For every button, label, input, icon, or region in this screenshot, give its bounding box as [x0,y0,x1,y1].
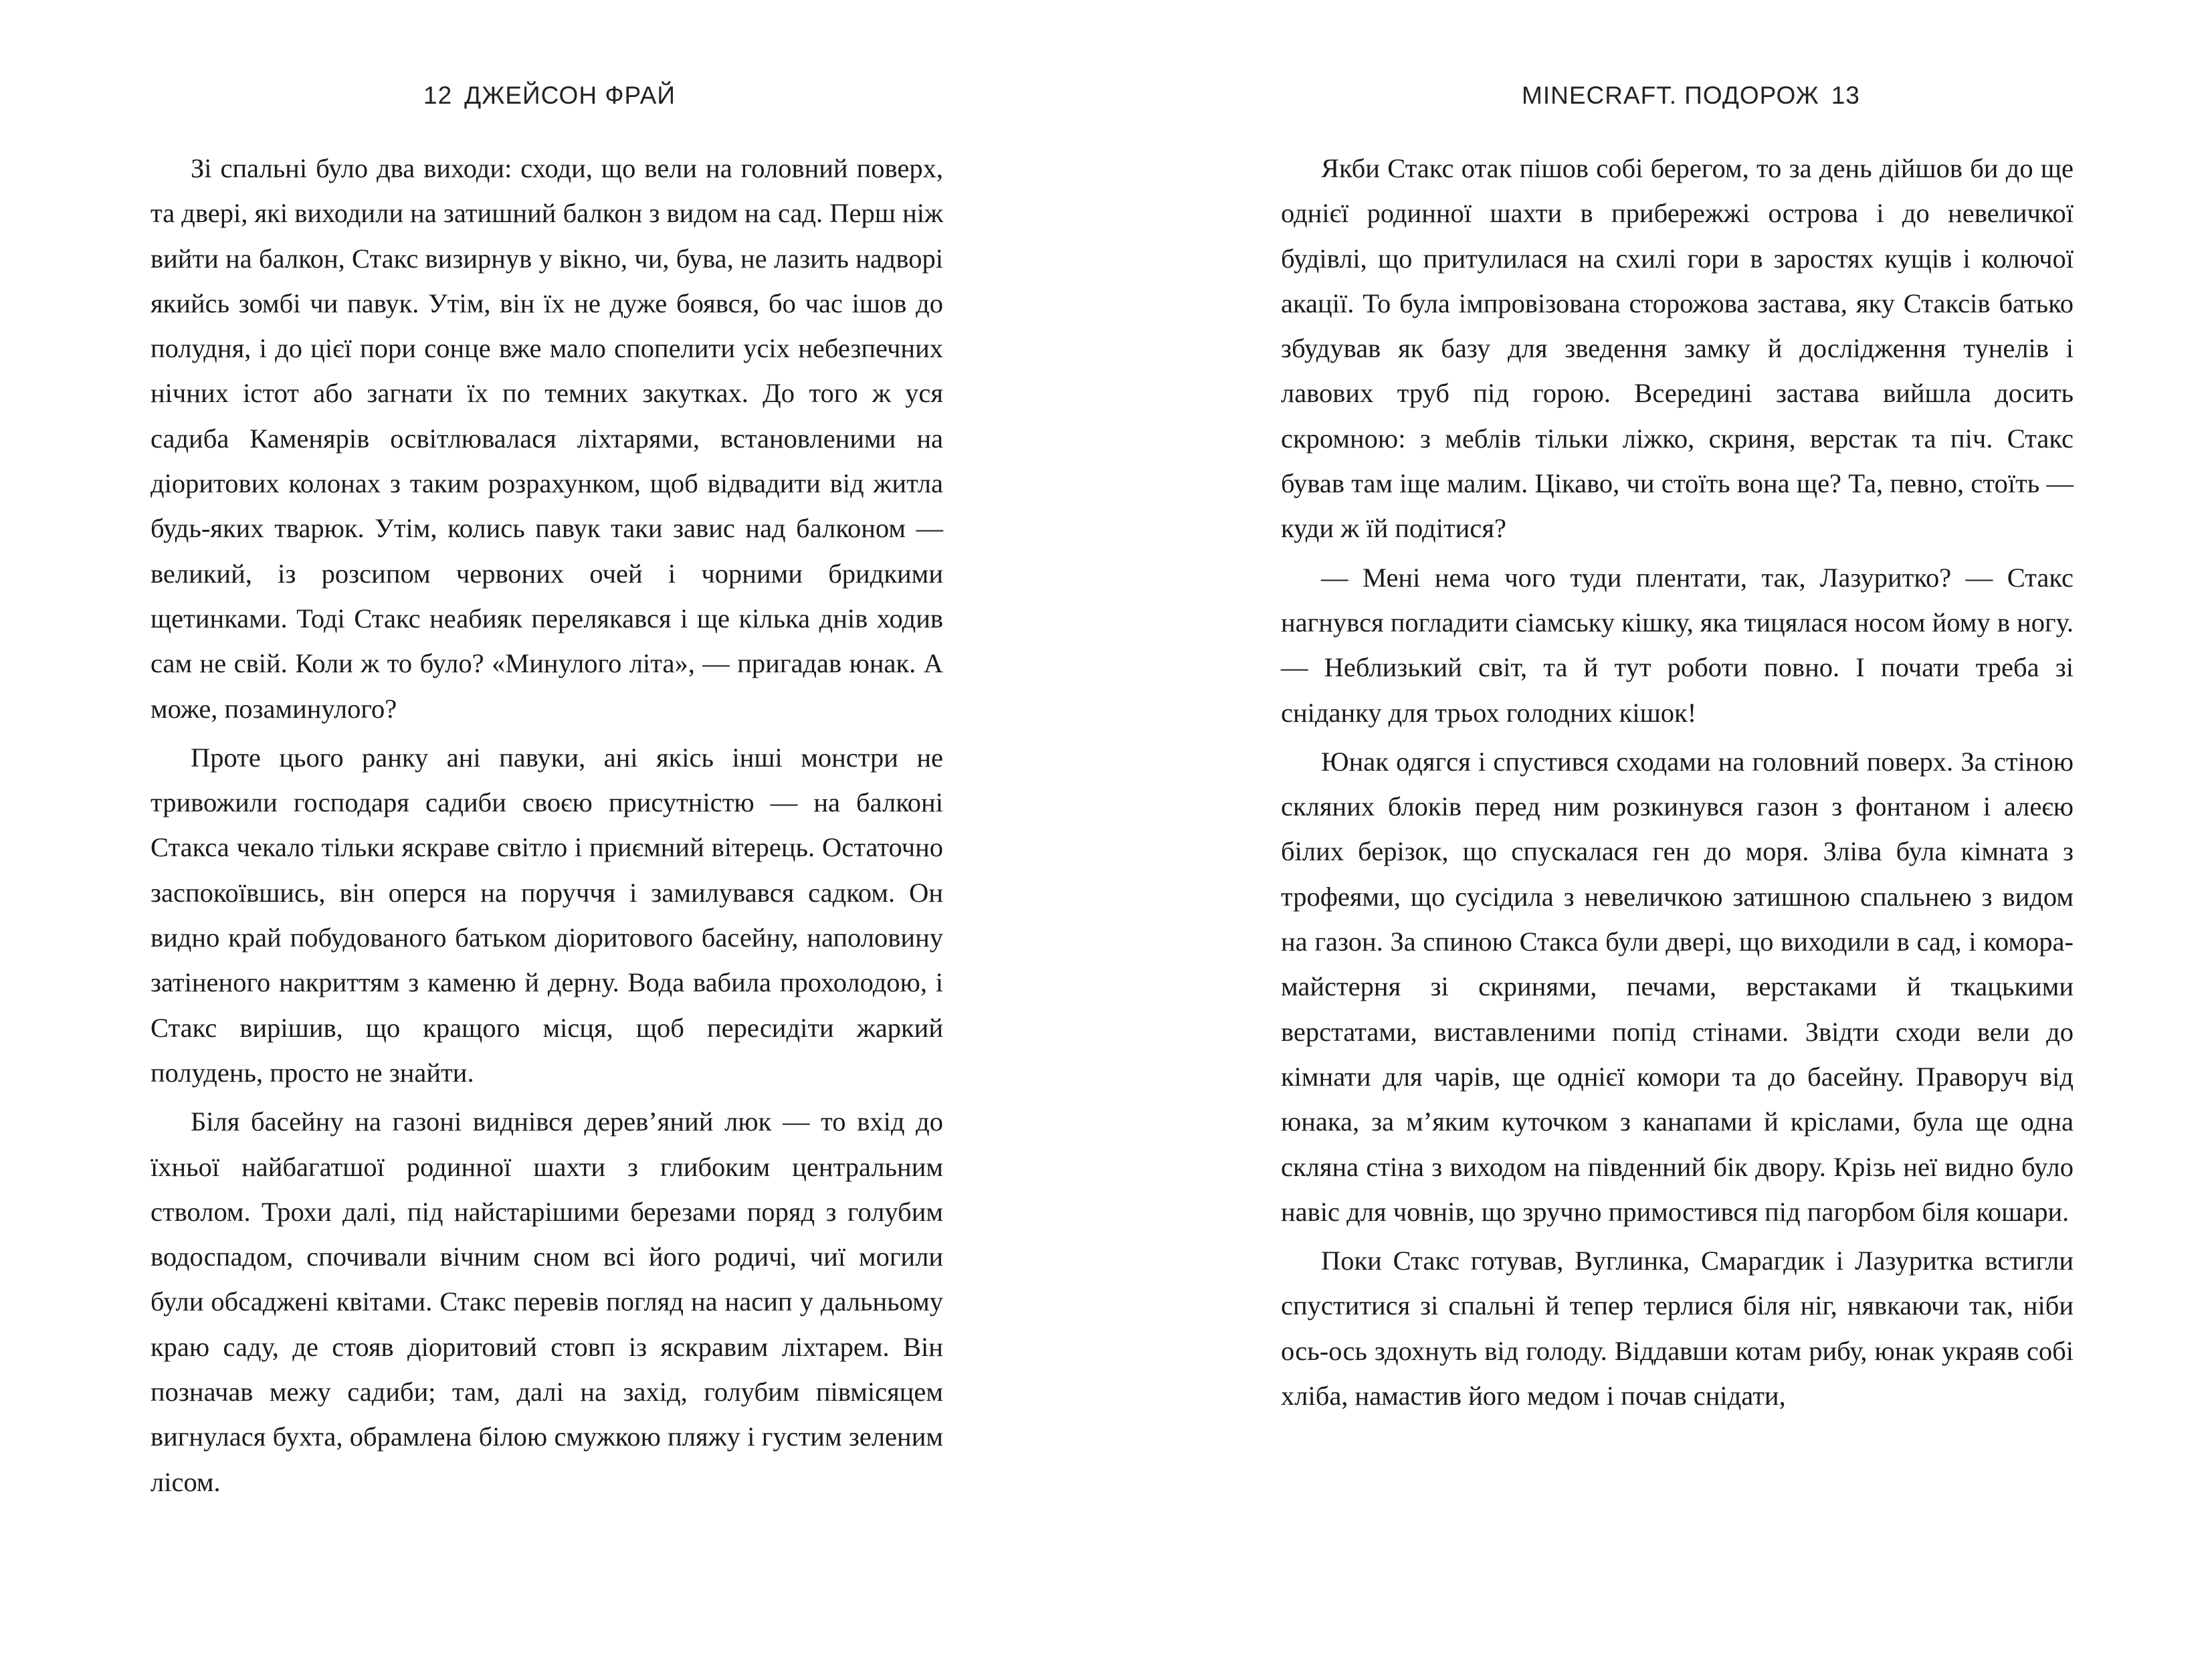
paragraph: Біля басейну на газоні виднівся дерев’яний люк — то вхід до їхньої найбагатшої родинної шахти з глибоким центральним стволом. Трохи далі, під найстарішими березами поряд з голубим водоспадом, спочивали вічним сном всі його родичі, чиї могили були обсаджені квітами. Стакс перевів погляд на насип у дальньому краю саду, де стояв діоритовий стовп із яскравим ліхтарем. Він позначав межу садиби; там, далі на захід, голубим півмісяцем вигнулася бухта, обрамлена білою смужкою пляжу і густим зеленим лісом. [150,1106,943,1497]
page-number: 13 [1831,82,1860,109]
paragraph: Юнак одягся і спустився сходами на головний поверх. За стіною скляних блоків перед ним розкинувся газон з фонтаном і алеєю білих берізок, що спускалася ген до моря. Зліва була кімната з трофеями, що сусідила з невеличкою затишною спальнею з видом на газон. За спиною Стакса були двері, що виходили в сад, і комора-майстерня зі скринями, печами, верстаками й ткацькими верстатами, виставленими попід стінами. Звідти сходи вели до кімнати для чарів, ще однієї комори та до басейну. Праворуч від юнака, за м’яким куточком з канапами й кріслами, була ще одна скляна стіна з виходом на південний бік двору. Крізь неї видно було навіс для човнів, що зручно примостився під пагорбом біля кошари. [1281,746,2074,1227]
running-head-left [411,82,676,110]
left-page [150,0,943,1659]
paragraph: — Мені нема чого туди плентати, так, Лазуритко? — Стакс нагнувся погладити сіамську кішку, яка тицялася носом йому в ногу. — Неблизький світ, та й тут роботи повно. І почати треба зі сніданку для трьох голодних кішок! [1281,562,2074,728]
paragraph: Проте цього ранку ані павуки, ані якісь інші монстри не тривожили господаря садиби своєю присутністю — на балконі Стакса чекало тільки яскраве світло і приємний вітерець. Остаточно заспокоївшись, він оперся на поруччя і замилувався садком. Он видно край побудованого батьком діоритового басейну, наполовину затіненого накриттям з каменю й дерну. Вода вабила прохолодою, і Стакс вирішив, що кращого місця, щоб пересидіти жаркий полудень, просто не знайти. [150,742,943,1088]
page-number: 12 [423,82,453,109]
running-head-title: MINECRAFT. ПОДОРОЖ [1522,82,1819,109]
body-text-left [150,146,943,1508]
running-head-author: ДЖЕЙСОН ФРАЙ [464,82,676,109]
body-text-right [1281,146,2074,1422]
running-head-right [1522,82,1872,110]
paragraph: Якби Стакс отак пішов собі берегом, то за день дійшов би до ще однієї родинної шахти в прибережжі острова і до невеличкої будівлі, що притулилася на схилі гори в заростях кущів і колючої акації. То була імпровізована сторожова застава, яку Стаксів батько збудував як базу для зведення замку й дослідження тунелів і лавових труб під горою. Всередині застава вийшла досить скромною: з меблів тільки ліжко, скриня, верстак та піч. Стакс бував там іще малим. Цікаво, чи стоїть вона ще? Та, певно, стоїть — куди ж їй подітися? [1281,153,2074,544]
paragraph: Зі спальні було два виходи: сходи, що вели на головний поверх, та двері, які виходили на затишний балкон з видом на сад. Перш ніж вийти на балкон, Стакс визирнув у вікно, чи, бува, не лазить надворі якийсь зомбі чи павук. Утім, він їх не дуже боявся, бо час ішов до полудня, і до цієї пори сонце вже мало спопелити усіх небезпечних нічних істот або загнати їх по темних закутках. До того ж уся садиба Каменярів освітлювалася ліхтарями, встановленими на діоритових колонах з таким розрахунком, щоб відвадити від житла будь-яких тварюк. Утім, колись павук таки завис над балконом — великий, із розсипом червоних очей і чорними бридкими щетинками. Тоді Стакс неабияк перелякався і ще кілька днів ходив сам не свій. Коли ж то було? «Минулого літа», — пригадав юнак. А може, позаминулого? [150,153,943,724]
right-page [1281,0,2074,1659]
paragraph: Поки Стакс готував, Вуглинка, Смарагдик і Лазуритка встигли спуститися зі спальні й тепер терлися біля ніг, нявкаючи так, ніби ось-ось здохнуть від голоду. Віддавши котам рибу, юнак украяв собі хліба, намастив його медом і почав снідати, [1281,1246,2074,1411]
